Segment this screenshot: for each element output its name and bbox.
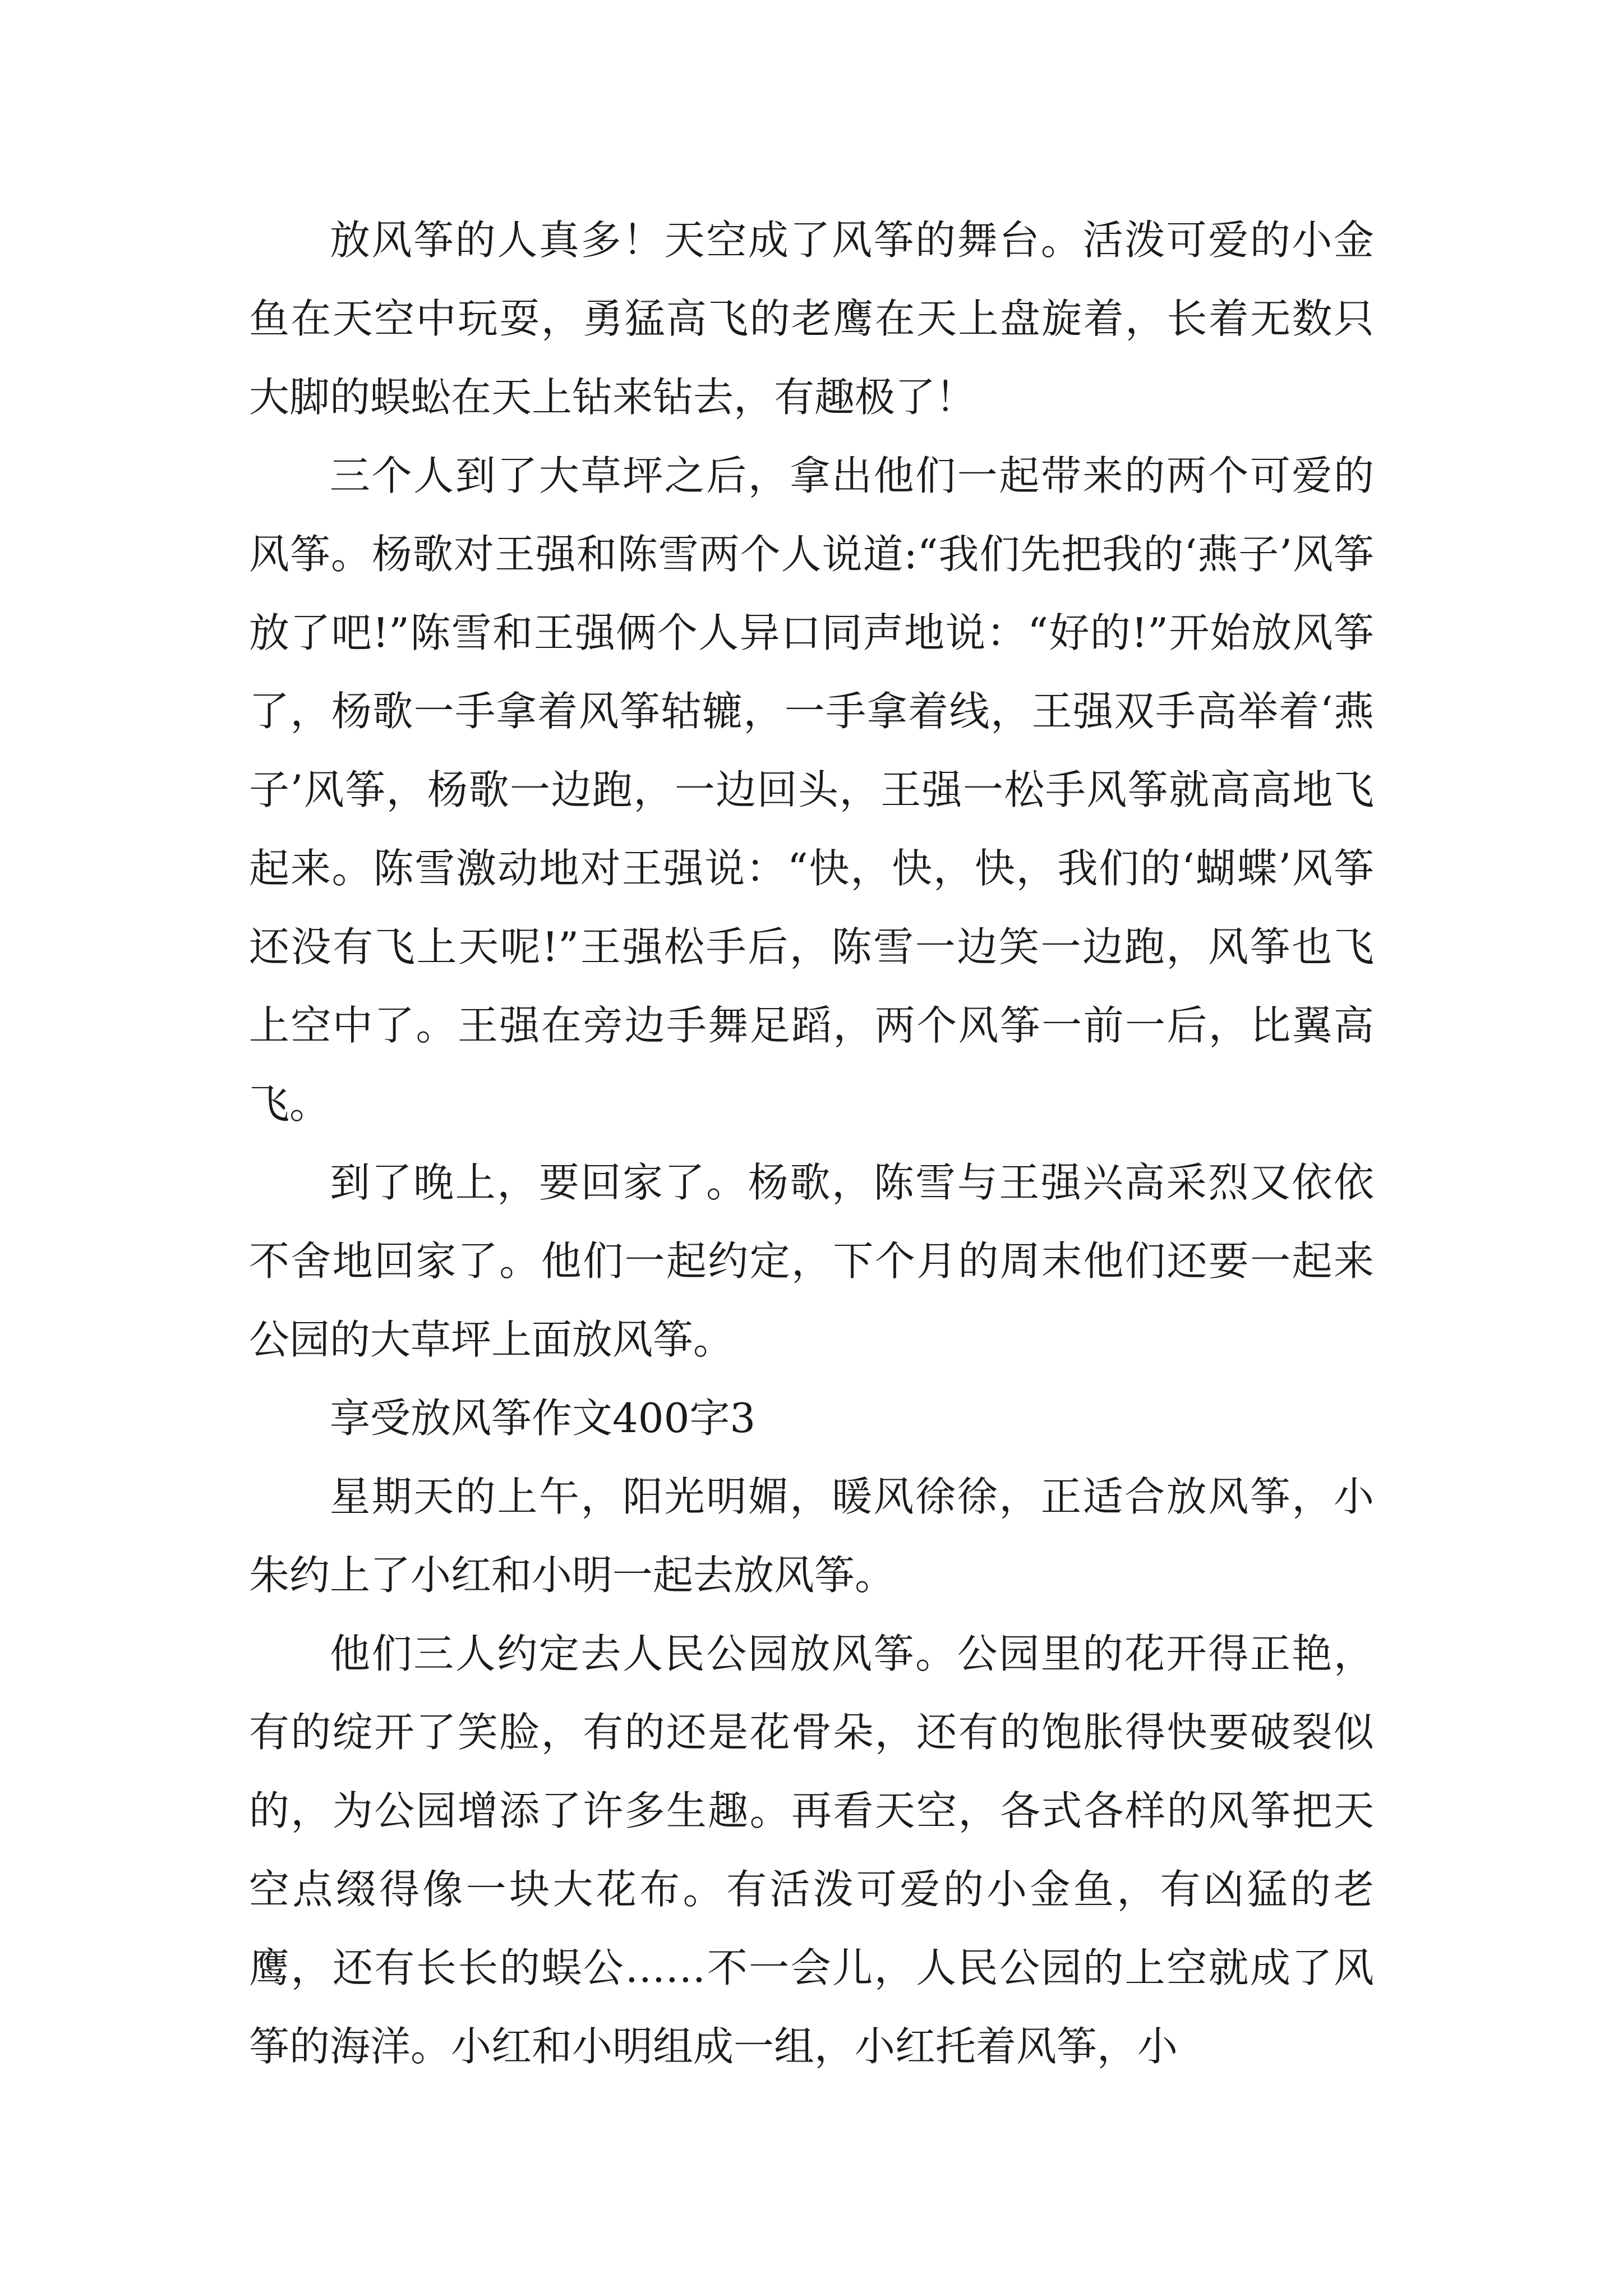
paragraph-kites-in-sky: 放风筝的人真多！天空成了风筝的舞台。活泼可爱的小金鱼在天空中玩耍，勇猛高飞的老鹰在天上盘旋着，长着无数只大脚的蜈蚣在天上钻来钻去，有趣极了！: [249, 217, 1374, 421]
document-body: [249, 201, 1374, 2086]
paragraph-flying-kites: 三个人到了大草坪之后，拿出他们一起带来的两个可爱的风筝。杨歌对王强和陈雪两个人说道:“我们先把我的‘燕子’风筝放了吧!”陈雪和王强俩个人异口同声地说：“好的!”开始放风筝了，杨歌一手拿着风筝轱辘，一手拿着线，王强双手高举着‘燕子’风筝，杨歌一边跑，一边回头，王强一松手风筝就高高地飞起来。陈雪激动地对王强说：“快，快，快，我们的‘蝴蝶’风筝还没有飞上天呢!”王强松手后，陈雪一边笑一边跑，风筝也飞上空中了。王强在旁边手舞足蹈，两个风筝一前一后，比翼高飞。: [249, 452, 1374, 1128]
paragraph-sunday-morning: 星期天的上午，阳光明媚，暖风徐徐，正适合放风筝，小朱约上了小红和小明一起去放风筝。: [249, 1473, 1374, 1599]
paragraph-people-park: 他们三人约定去人民公园放风筝。公园里的花开得正艳，有的绽开了笑脸，有的还是花骨朵，还有的饱胀得快要破裂似的，为公园增添了许多生趣。再看天空，各式各样的风筝把天空点缀得像一块大花布。有活泼可爱的小金鱼，有凶猛的老鹰，还有长长的蜈公……不一会儿，人民公园的上空就成了风筝的海洋。小红和小明组成一组，小红托着风筝，小: [249, 1630, 1374, 2070]
essay-title: 享受放风筝作文400字3: [330, 1395, 756, 1442]
paragraph-going-home: 到了晚上，要回家了。杨歌，陈雪与王强兴高采烈又依依不舍地回家了。他们一起约定，下个月的周末他们还要一起来公园的大草坪上面放风筝。: [249, 1159, 1374, 1363]
